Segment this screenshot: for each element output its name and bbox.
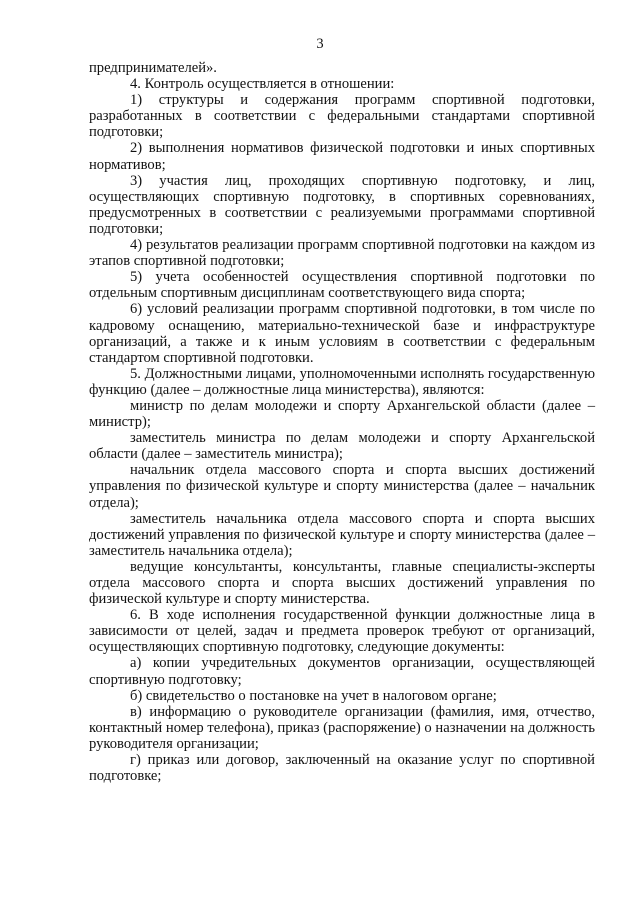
paragraph-item-4: 4) результатов реализации программ спортивной подготовки на каждом из этапов спортивной подготовки; [89,237,595,270]
paragraph-documents-heading: 6. В ходе исполнения государственной функции должностные лица в зависимости от целей, задач и предмета проверок требуют от организаций, осуществляющих спортивную подготовку, следующие документы: [89,607,595,656]
paragraph-official-minister: министр по делам молодежи и спорту Архангельской области (далее – министр); [89,397,595,431]
paragraph-item-1: 1) структуры и содержания программ спортивной подготовки, разработанных в соответствии с федеральными стандартами спортивной подготовки; [89,92,595,141]
paragraph-official-deputy-department-head: заместитель начальника отдела массового спорта и спорта высших достижений управления по физической культуре и спорту министерства (далее – заместитель начальника отдела); [89,510,595,559]
paragraph-control-scope-heading: 4. Контроль осуществляется в отношении: [130,76,395,93]
paragraph-item-3: 3) участия лиц, проходящих спортивную подготовку, и лиц, осуществляющих спортивную подготовку, в спортивных соревнованиях, предусмотренных в соответствии с реализуемыми программами спортивной подготовки; [89,172,595,237]
paragraph-document-v: в) информацию о руководителе организации (фамилия, имя, отчество, контактный номер телефона), приказ (распоряжение) о назначении на должность руководителя организации; [89,703,595,752]
paragraph-official-department-head: начальник отдела массового спорта и спорта высших достижений управления по физической культуре и спорту министерства (далее – начальник отдела); [89,462,595,511]
paragraph-item-2: 2) выполнения нормативов физической подготовки и иных спортивных нормативов; [89,140,595,173]
paragraph-officials-heading: 5. Должностными лицами, уполномоченными исполнять государственную функцию (далее – должностные лица министерства), являются: [89,365,595,398]
document-body [89,60,595,784]
paragraph-document-a: а) копии учредительных документов организации, осуществляющей спортивную подготовку; [89,655,595,688]
paragraph-document-b: б) свидетельство о постановке на учет в налоговом органе; [130,687,497,704]
paragraph-continuation: предпринимателей». [89,60,217,76]
paragraph-item-6: 6) условий реализации программ спортивной подготовки, в том числе по кадровому оснащению, материально-технической базе и инфраструктуре организаций, а также и к иным условиям в соответствии с федеральным стандартом спортивной подготовки. [89,301,595,366]
paragraph-official-deputy-minister: заместитель министра по делам молодежи и спорту Архангельской области (далее – заместитель министра); [89,430,595,463]
page-number: 3 [316,36,324,52]
paragraph-document-g: г) приказ или договор, заключенный на оказание услуг по спортивной подготовке; [89,752,595,785]
paragraph-official-consultants: ведущие консультанты, консультанты, главные специалисты-эксперты отдела массового спорта и спорта высших достижений управления по физической культуре и спорту министерства. [89,558,595,608]
paragraph-item-5: 5) учета особенностей осуществления спортивной подготовки по отдельным спортивным дисциплинам соответствующего вида спорта; [89,269,595,302]
